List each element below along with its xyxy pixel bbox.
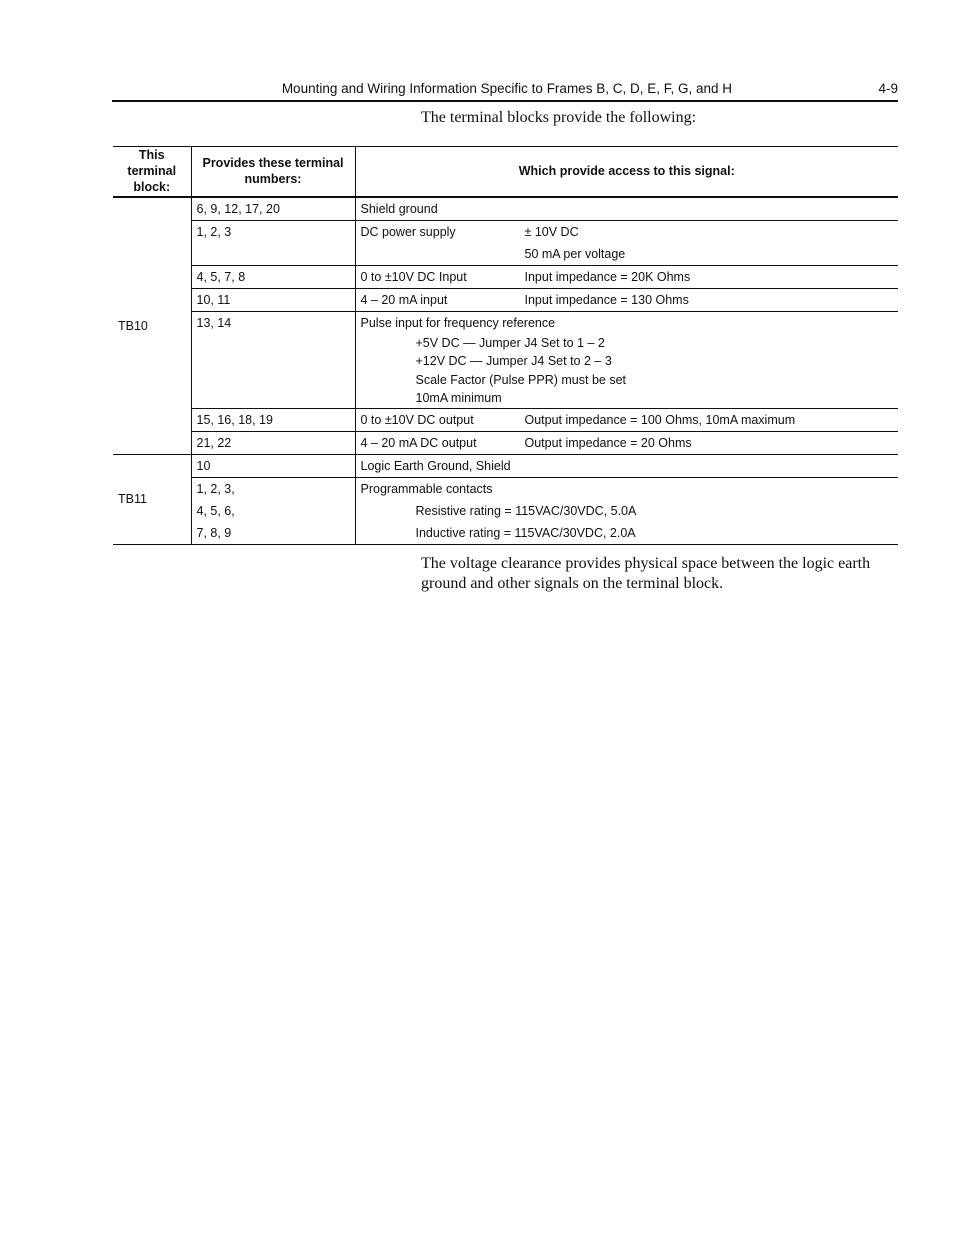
table-row	[113, 288, 898, 311]
terminals-cell: 6, 9, 12, 17, 20	[191, 197, 355, 221]
signal-cell: Logic Earth Ground, Shield	[355, 454, 898, 477]
table-row	[113, 454, 898, 477]
block-tb11: TB11	[113, 454, 191, 544]
signal-cell: 4 – 20 mA input Input impedance = 130 Ohms	[355, 288, 898, 311]
terminals-cell: 21, 22	[191, 431, 355, 454]
terminals-cell: 10	[191, 454, 355, 477]
terminals-cell: 10, 11	[191, 288, 355, 311]
header-title: Mounting and Wiring Information Specific to Frames B, C, D, E, F, G, and H	[281, 81, 732, 96]
closing-paragraph: The voltage clearance provides physical space between the logic earth ground and other signals on the terminal block.	[421, 555, 871, 592]
signal-cell: 0 to ±10V DC output Output impedance = 100 Ohms, 10mA maximum	[355, 408, 898, 431]
terminals-cell: 1, 2, 3, 4, 5, 6, 7, 8, 9	[191, 477, 355, 544]
terminals-cell: 1, 2, 3	[191, 220, 355, 265]
signal-cell: Programmable contacts Resistive rating = 115VAC/30VDC, 5.0A Inductive rating = 115VAC/30VDC, 2.0A	[355, 477, 898, 544]
page-header	[112, 80, 898, 102]
table-row	[113, 220, 898, 265]
block-tb10: TB10	[113, 197, 191, 455]
signal-cell: Pulse input for frequency reference +5V DC — Jumper J4 Set to 1 – 2 +12V DC — Jumper J4 Set to 2 – 3 Scale Factor (Pulse PPR) must be set 10mA minimum	[355, 311, 898, 408]
signal-cell: 4 – 20 mA DC output Output impedance = 20 Ohms	[355, 431, 898, 454]
signal-cell: 0 to ±10V DC Input Input impedance = 20K Ohms	[355, 265, 898, 288]
table-header-row	[113, 147, 898, 197]
intro-paragraph: The terminal blocks provide the following:	[421, 109, 697, 126]
table-row	[113, 408, 898, 431]
header-signal: Which provide access to this signal:	[355, 147, 898, 197]
signal-cell: DC power supply ± 10V DC 50 mA per voltage	[355, 220, 898, 265]
terminals-cell: 13, 14	[191, 311, 355, 408]
terminals-cell: 4, 5, 7, 8	[191, 265, 355, 288]
terminal-block-table	[113, 146, 898, 545]
page-number: 4-9	[878, 81, 898, 96]
table-row	[113, 311, 898, 408]
terminals-cell: 15, 16, 18, 19	[191, 408, 355, 431]
table-row	[113, 265, 898, 288]
header-block: This terminal block:	[113, 147, 191, 197]
table-row	[113, 197, 898, 221]
table-row	[113, 477, 898, 544]
signal-cell: Shield ground	[360, 201, 438, 216]
header-terminals: Provides these terminal numbers:	[191, 147, 355, 197]
table-row	[113, 431, 898, 454]
